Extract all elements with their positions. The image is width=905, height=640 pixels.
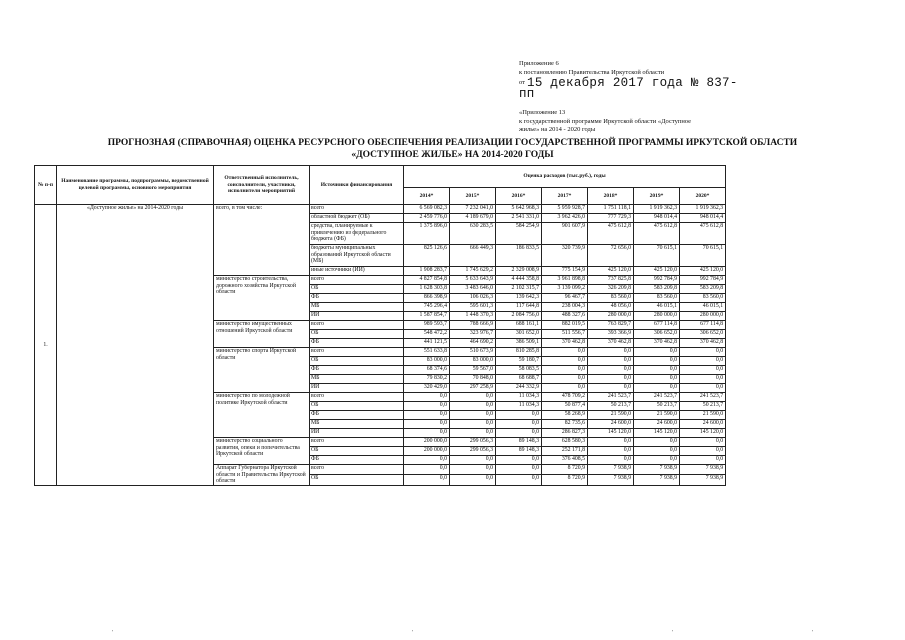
value-cell: 186 833,5	[496, 245, 542, 267]
value-cell: 79 830,2	[404, 375, 450, 384]
source-cell: ИИ	[310, 429, 404, 438]
value-cell: 677 114,8	[634, 321, 680, 330]
value-cell: 7 938,9	[588, 475, 634, 485]
value-cell: 478 709,2	[542, 393, 588, 402]
source-cell: МБ	[310, 303, 404, 312]
value-cell: 866 398,9	[404, 294, 450, 303]
value-cell: 370 462,8	[634, 339, 680, 348]
value-cell: 0,0	[634, 456, 680, 465]
value-cell: 777 729,3	[588, 214, 634, 223]
value-cell: 475 612,8	[634, 223, 680, 245]
value-cell: 5 959 928,7	[542, 205, 588, 214]
footer-mark: '	[112, 630, 114, 636]
source-cell: МБ	[310, 375, 404, 384]
value-cell: 0,0	[404, 420, 450, 429]
value-cell: 7 938,9	[680, 475, 726, 485]
value-cell: 0,0	[588, 366, 634, 375]
col-name-header: Наименование программы, подпрограммы, ведомственной целевой программы, основного мероприятия	[57, 166, 214, 205]
value-cell: 763 829,7	[588, 321, 634, 330]
source-cell: ИИ	[310, 312, 404, 321]
year-header: 2015*	[450, 188, 496, 205]
value-cell: 50 877,4	[542, 402, 588, 411]
value-cell: 145 120,0	[680, 429, 726, 438]
value-cell: 475 612,8	[588, 223, 634, 245]
value-cell: 252 171,8	[542, 447, 588, 456]
value-cell: 788 666,9	[450, 321, 496, 330]
value-cell: 0,0	[680, 456, 726, 465]
source-cell: ФБ	[310, 411, 404, 420]
value-cell: 370 462,8	[588, 339, 634, 348]
value-cell: 241 523,7	[588, 393, 634, 402]
value-cell: 0,0	[404, 465, 450, 475]
value-cell: 0,0	[450, 456, 496, 465]
source-cell: ФБ	[310, 366, 404, 375]
value-cell: 72 656,0	[588, 245, 634, 267]
value-cell: 83 560,0	[680, 294, 726, 303]
table-header-row	[35, 166, 726, 188]
value-cell: 96 467,7	[542, 294, 588, 303]
value-cell: 297 258,9	[450, 384, 496, 393]
value-cell: 0,0	[404, 456, 450, 465]
value-cell: 0,0	[450, 411, 496, 420]
value-cell: 58 268,9	[542, 411, 588, 420]
value-cell: 68 374,6	[404, 366, 450, 375]
quote-line-1: «Приложение 13	[519, 109, 566, 116]
value-cell: 0,0	[680, 366, 726, 375]
value-cell: 0,0	[450, 393, 496, 402]
value-cell: 992 784,9	[634, 276, 680, 285]
value-cell: 241 523,7	[680, 393, 726, 402]
value-cell: 666 449,3	[450, 245, 496, 267]
value-cell: 0,0	[542, 375, 588, 384]
col-num-header: № п-п	[35, 166, 57, 205]
value-cell: 4 827 854,8	[404, 276, 450, 285]
value-cell: 7 938,9	[634, 475, 680, 485]
value-cell: 2 459 776,0	[404, 214, 450, 223]
source-cell: МБ	[310, 420, 404, 429]
value-cell: 3 483 646,0	[450, 285, 496, 294]
value-cell: 301 652,0	[496, 330, 542, 339]
value-cell: 1 751 118,1	[588, 205, 634, 214]
appendix-label: Приложение 6	[519, 60, 559, 67]
value-cell: 630 283,5	[450, 223, 496, 245]
executor-cell: министерство строительства, дорожного хозяйства Иркутской области	[214, 276, 310, 321]
value-cell: 0,0	[542, 384, 588, 393]
source-cell: ФБ	[310, 339, 404, 348]
value-cell: 595 601,3	[450, 303, 496, 312]
value-cell: 50 213,7	[588, 402, 634, 411]
value-cell: 306 652,0	[680, 330, 726, 339]
value-cell: 511 556,7	[542, 330, 588, 339]
value-cell: 0,0	[680, 384, 726, 393]
year-header: 2018*	[588, 188, 634, 205]
value-cell: 280 000,0	[588, 312, 634, 321]
source-cell: ОБ	[310, 475, 404, 485]
value-cell: 21 590,0	[588, 411, 634, 420]
value-cell: 488 327,6	[542, 312, 588, 321]
value-cell: 4 444 358,8	[496, 276, 542, 285]
value-cell: 0,0	[496, 456, 542, 465]
value-cell: 83 000,0	[404, 357, 450, 366]
value-cell: 737 825,8	[588, 276, 634, 285]
value-cell: 4 189 679,0	[450, 214, 496, 223]
value-cell: 825 126,6	[404, 245, 450, 267]
value-cell: 139 642,3	[496, 294, 542, 303]
quote-line-3: жилье» на 2014 - 2020 годы	[519, 126, 596, 133]
value-cell: 0,0	[588, 447, 634, 456]
value-cell: 24 600,0	[588, 420, 634, 429]
value-cell: 370 462,8	[680, 339, 726, 348]
value-cell: 50 213,7	[680, 402, 726, 411]
value-cell: 89 148,3	[496, 447, 542, 456]
title-line-2: «ДОСТУПНОЕ ЖИЛЬЕ» НА 2014-2020 ГОДЫ	[351, 150, 554, 160]
value-cell: 1 587 854,7	[404, 312, 450, 321]
value-cell: 0,0	[404, 393, 450, 402]
value-cell: 901 607,9	[542, 223, 588, 245]
value-cell: 0,0	[496, 475, 542, 485]
source-cell: средства, планируемые к привлечению из федерального бюджета (ФБ)	[310, 223, 404, 245]
value-cell: 475 612,8	[680, 223, 726, 245]
value-cell: 0,0	[450, 402, 496, 411]
value-cell: 145 120,0	[588, 429, 634, 438]
value-cell: 238 004,3	[542, 303, 588, 312]
value-cell: 0,0	[404, 411, 450, 420]
table-body	[35, 205, 726, 486]
source-cell: ОБ	[310, 447, 404, 456]
source-cell: всего	[310, 348, 404, 357]
source-cell: иные источники (ИИ)	[310, 267, 404, 276]
source-cell: всего	[310, 321, 404, 330]
value-cell: 8 720,9	[542, 475, 588, 485]
value-cell: 386 509,1	[496, 339, 542, 348]
value-cell: 299 056,3	[450, 447, 496, 456]
value-cell: 2 102 315,7	[496, 285, 542, 294]
col-costs-header: Оценка расходов (тыс.руб.), годы	[404, 166, 726, 188]
value-cell: 241 523,7	[634, 393, 680, 402]
value-cell: 1 919 362,3	[680, 205, 726, 214]
source-cell: ОБ	[310, 357, 404, 366]
source-cell: ОБ	[310, 285, 404, 294]
value-cell: 0,0	[542, 357, 588, 366]
year-header: 2016*	[496, 188, 542, 205]
value-cell: 145 120,0	[634, 429, 680, 438]
value-cell: 0,0	[634, 384, 680, 393]
value-cell: 0,0	[404, 402, 450, 411]
executor-cell: Аппарат Губернатора Иркутской области и Правительства Иркутской области	[214, 465, 310, 486]
value-cell: 46 015,1	[634, 303, 680, 312]
value-cell: 0,0	[496, 420, 542, 429]
value-cell: 0,0	[588, 384, 634, 393]
value-cell: 58 083,5	[496, 366, 542, 375]
value-cell: 306 652,0	[634, 330, 680, 339]
executor-cell: министерство спорта Иркутской области	[214, 348, 310, 393]
value-cell: 11 034,3	[496, 393, 542, 402]
value-cell: 117 644,8	[496, 303, 542, 312]
value-cell: 584 254,9	[496, 223, 542, 245]
value-cell: 2 541 331,0	[496, 214, 542, 223]
value-cell: 320 739,9	[542, 245, 588, 267]
executor-cell: министерство по молодежной политике Иркутской области	[214, 393, 310, 438]
source-cell: ФБ	[310, 294, 404, 303]
value-cell: 0,0	[496, 465, 542, 475]
value-cell: 6 569 082,3	[404, 205, 450, 214]
source-cell: ИИ	[310, 384, 404, 393]
value-cell: 24 600,0	[680, 420, 726, 429]
value-cell: 0,0	[496, 411, 542, 420]
value-cell: 745 296,4	[404, 303, 450, 312]
value-cell: 0,0	[634, 357, 680, 366]
quote-line-2: к государственной программе Иркутской области «Доступное	[519, 117, 692, 125]
value-cell: 83 560,0	[588, 294, 634, 303]
value-cell: 441 121,5	[404, 339, 450, 348]
value-cell: 7 938,9	[634, 465, 680, 475]
value-cell: 0,0	[496, 429, 542, 438]
document-title	[20, 137, 885, 161]
value-cell: 244 332,9	[496, 384, 542, 393]
value-cell: 1 375 896,0	[404, 223, 450, 245]
source-cell: всего	[310, 393, 404, 402]
source-cell: всего	[310, 438, 404, 447]
value-cell: 83 560,0	[634, 294, 680, 303]
value-cell: 286 827,3	[542, 429, 588, 438]
value-cell: 2 329 008,9	[496, 267, 542, 276]
value-cell: 21 590,0	[634, 411, 680, 420]
col-responsible-header: Ответственный исполнитель, соисполнители, участники, исполнители мероприятий	[214, 166, 310, 205]
program-name: «Доступное жилье» на 2014-2020 годы	[57, 205, 214, 486]
value-cell: 0,0	[450, 465, 496, 475]
value-cell: 0,0	[634, 447, 680, 456]
value-cell: 7 938,9	[680, 465, 726, 475]
appendix-quote	[519, 109, 739, 135]
value-cell: 1 919 362,3	[634, 205, 680, 214]
value-cell: 280 000,0	[680, 312, 726, 321]
footer-mark: '	[412, 630, 414, 636]
value-cell: 3 961 898,8	[542, 276, 588, 285]
value-cell: 882 019,5	[542, 321, 588, 330]
value-cell: 0,0	[588, 438, 634, 447]
value-cell: 59 567,0	[450, 366, 496, 375]
value-cell: 810 285,8	[496, 348, 542, 357]
value-cell: 0,0	[634, 348, 680, 357]
value-cell: 5 642 968,3	[496, 205, 542, 214]
value-cell: 677 114,8	[680, 321, 726, 330]
value-cell: 0,0	[588, 348, 634, 357]
value-cell: 82 735,6	[542, 420, 588, 429]
title-line-1: ПРОГНОЗНАЯ (СПРАВОЧНАЯ) ОЦЕНКА РЕСУРСНОГО ОБЕСПЕЧЕНИЯ РЕАЛИЗАЦИИ ГОСУДАРСТВЕННОЙ ПРОГРАММЫ ИРКУТСКОЙ ОБЛАСТИ	[107, 138, 798, 148]
footer-mark: '	[812, 630, 814, 636]
value-cell: 70 848,0	[450, 375, 496, 384]
source-cell: областной бюджет (ОБ)	[310, 214, 404, 223]
value-cell: 2 084 756,0	[496, 312, 542, 321]
executor-cell: министерство социального развития, опеки и попечительства Иркутской области	[214, 438, 310, 465]
value-cell: 0,0	[450, 429, 496, 438]
value-cell: 583 209,8	[680, 285, 726, 294]
decree-date-line	[519, 76, 749, 101]
value-cell: 3 139 099,2	[542, 285, 588, 294]
value-cell: 21 590,0	[680, 411, 726, 420]
col-source-header: Источники финансирования	[310, 166, 404, 205]
value-cell: 7 232 041,0	[450, 205, 496, 214]
value-cell: 46 015,1	[680, 303, 726, 312]
value-cell: 68 688,7	[496, 375, 542, 384]
value-cell: 948 014,4	[634, 214, 680, 223]
value-cell: 376 408,5	[542, 456, 588, 465]
budget-table	[34, 165, 726, 486]
value-cell: 628 580,3	[542, 438, 588, 447]
value-cell: 0,0	[404, 475, 450, 485]
source-cell: всего	[310, 465, 404, 475]
value-cell: 0,0	[680, 447, 726, 456]
source-cell: бюджеты муниципальных образований Иркутской области (МБ)	[310, 245, 404, 267]
year-header: 2014*	[404, 188, 450, 205]
value-cell: 323 976,7	[450, 330, 496, 339]
value-cell: 425 120,0	[680, 267, 726, 276]
value-cell: 59 180,7	[496, 357, 542, 366]
value-cell: 1 628 303,8	[404, 285, 450, 294]
value-cell: 551 633,8	[404, 348, 450, 357]
source-cell: ОБ	[310, 330, 404, 339]
source-cell: ОБ	[310, 402, 404, 411]
decree-reference: к постановлению Правительства Иркутской области	[519, 68, 665, 76]
footer-mark: '	[672, 630, 674, 636]
value-cell: 0,0	[542, 366, 588, 375]
decree-date: 15 декабря 2017 года № 837-пп	[519, 76, 738, 101]
value-cell: 70 615,1	[680, 245, 726, 267]
value-cell: 0,0	[634, 366, 680, 375]
value-cell: 200 000,0	[404, 447, 450, 456]
value-cell: 89 148,3	[496, 438, 542, 447]
value-cell: 548 472,2	[404, 330, 450, 339]
value-cell: 70 615,1	[634, 245, 680, 267]
value-cell: 425 120,0	[634, 267, 680, 276]
value-cell: 0,0	[634, 375, 680, 384]
table-row	[35, 205, 726, 214]
value-cell: 8 720,9	[542, 465, 588, 475]
value-cell: 0,0	[404, 429, 450, 438]
value-cell: 1 745 629,2	[450, 267, 496, 276]
value-cell: 393 366,9	[588, 330, 634, 339]
executor-cell: всего, в том числе:	[214, 205, 310, 276]
value-cell: 106 026,3	[450, 294, 496, 303]
value-cell: 299 056,3	[450, 438, 496, 447]
value-cell: 280 000,0	[634, 312, 680, 321]
value-cell: 0,0	[680, 348, 726, 357]
value-cell: 464 690,2	[450, 339, 496, 348]
executor-cell: министерство имущественных отношений Иркутской области	[214, 321, 310, 348]
value-cell: 583 209,8	[634, 285, 680, 294]
value-cell: 370 462,8	[542, 339, 588, 348]
value-cell: 200 000,0	[404, 438, 450, 447]
value-cell: 0,0	[588, 375, 634, 384]
value-cell: 83 000,0	[450, 357, 496, 366]
value-cell: 989 593,7	[404, 321, 450, 330]
source-cell: всего	[310, 276, 404, 285]
value-cell: 425 120,0	[588, 267, 634, 276]
value-cell: 7 938,9	[588, 465, 634, 475]
value-cell: 992 784,9	[680, 276, 726, 285]
appendix-header	[519, 60, 749, 101]
value-cell: 948 014,4	[680, 214, 726, 223]
value-cell: 0,0	[680, 438, 726, 447]
value-cell: 50 213,7	[634, 402, 680, 411]
value-cell: 510 673,9	[450, 348, 496, 357]
value-cell: 24 600,0	[634, 420, 680, 429]
row-number: 1.	[35, 205, 57, 486]
value-cell: 0,0	[542, 348, 588, 357]
value-cell: 0,0	[588, 357, 634, 366]
value-cell: 0,0	[450, 475, 496, 485]
value-cell: 3 962 426,0	[542, 214, 588, 223]
value-cell: 5 633 643,9	[450, 276, 496, 285]
year-header: 2019*	[634, 188, 680, 205]
value-cell: 1 448 370,3	[450, 312, 496, 321]
value-cell: 0,0	[680, 357, 726, 366]
value-cell: 0,0	[680, 375, 726, 384]
value-cell: 11 034,3	[496, 402, 542, 411]
year-header: 2020*	[680, 188, 726, 205]
source-cell: ФБ	[310, 456, 404, 465]
value-cell: 775 154,9	[542, 267, 588, 276]
value-cell: 326 209,8	[588, 285, 634, 294]
value-cell: 688 161,1	[496, 321, 542, 330]
from-word: от	[519, 79, 526, 86]
value-cell: 320 429,0	[404, 384, 450, 393]
value-cell: 0,0	[588, 456, 634, 465]
value-cell: 1 908 283,7	[404, 267, 450, 276]
value-cell: 48 056,0	[588, 303, 634, 312]
value-cell: 0,0	[450, 420, 496, 429]
year-header: 2017*	[542, 188, 588, 205]
value-cell: 0,0	[634, 438, 680, 447]
source-cell: всего	[310, 205, 404, 214]
